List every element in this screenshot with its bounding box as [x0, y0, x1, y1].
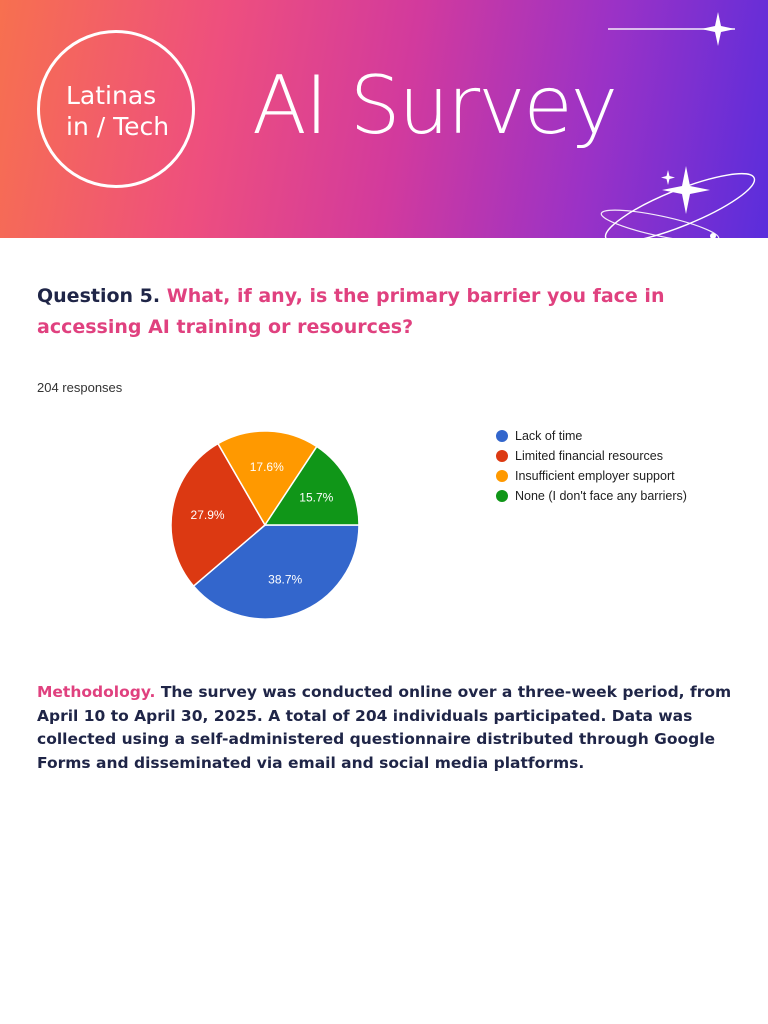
response-count: 204 responses: [37, 380, 123, 395]
methodology-text: The survey was conducted online over a three-week period, from April 10 to April 30, 2025. A total of 204 individuals participated. Data was collected using a self-administered questionnaire distributed through Google Forms and disseminated via email and social media platforms.: [37, 683, 732, 772]
legend-swatch-icon: [496, 470, 508, 482]
header-banner: [0, 0, 768, 238]
legend-swatch-icon: [496, 430, 508, 442]
legend-item-insufficient-employer-support: [496, 466, 687, 486]
legend-label: None (I don't face any barriers): [515, 489, 687, 503]
question-heading: [37, 281, 737, 343]
question-number: Question 5.: [37, 285, 161, 307]
legend-label: Lack of time: [515, 429, 583, 443]
question-text: What, if any, is the primary barrier you face in accessing AI training or resources?: [37, 285, 665, 338]
pie-chart: [160, 420, 370, 630]
pie-label-lack-of-time: 38.7%: [268, 572, 303, 587]
legend-label: Insufficient employer support: [515, 469, 675, 483]
legend-item-none-i-don-t-face-any-barriers: [496, 486, 687, 506]
methodology-label: Methodology.: [37, 683, 156, 701]
sparkle-star-top-icon: [701, 12, 735, 46]
sparkle-star-small-icon: [661, 170, 675, 185]
legend-item-lack-of-time: [496, 426, 687, 446]
methodology-paragraph: [37, 681, 737, 775]
legend-swatch-icon: [496, 490, 508, 502]
legend-item-limited-financial-resources: [496, 446, 687, 466]
pie-label-insufficient-employer-support: 17.6%: [249, 459, 284, 474]
logo-line-2: in / Tech: [66, 112, 170, 141]
legend-label: Limited financial resources: [515, 449, 663, 463]
pie-label-limited-financial-resources: 27.9%: [190, 508, 225, 523]
sparkle-decoration: [0, 0, 768, 238]
pie-label-none-i-don-t-face-any-barriers: 15.7%: [299, 490, 334, 505]
logo-line-1: Latinas: [66, 81, 157, 110]
chart-legend: [496, 426, 687, 506]
legend-swatch-icon: [496, 450, 508, 462]
banner-title: AI Survey: [252, 59, 617, 152]
sparkle-star-large-icon: [662, 166, 710, 214]
